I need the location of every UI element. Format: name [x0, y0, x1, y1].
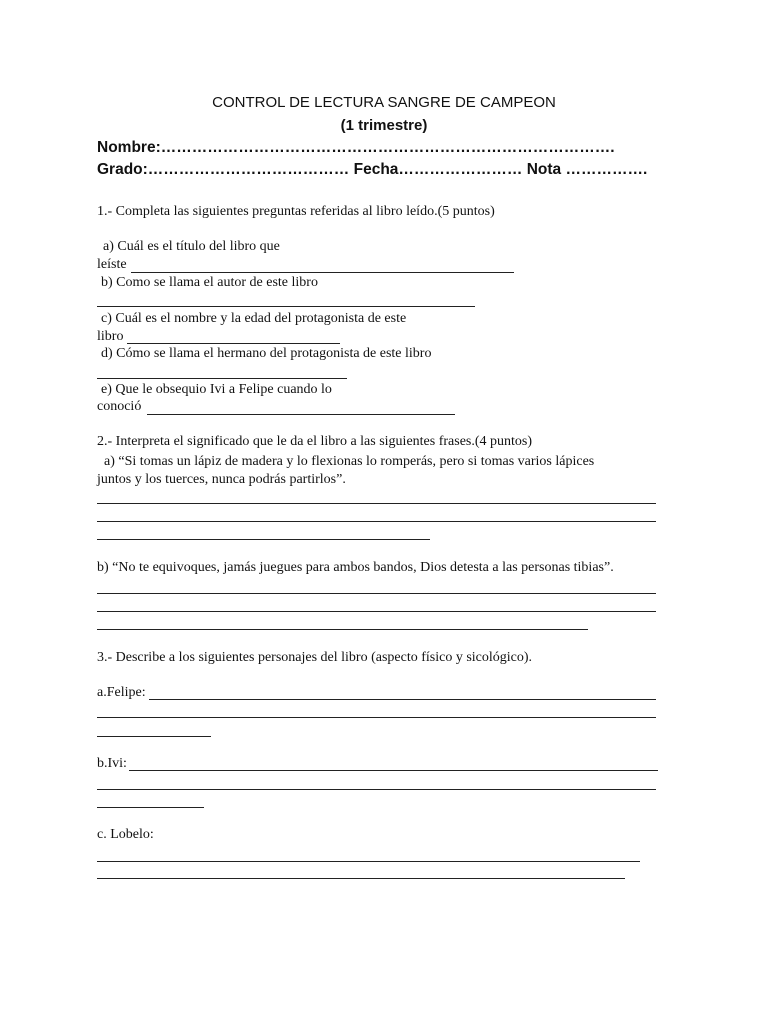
answer-line — [97, 378, 347, 379]
question-1c-cont: libro — [97, 329, 124, 344]
answer-line — [97, 539, 430, 540]
question-1e: e) Que le obsequio Ivi a Felipe cuando lo — [101, 382, 332, 397]
question-1e-cont: conoció — [97, 399, 142, 414]
answer-line — [97, 521, 656, 522]
question-1b: b) Como se llama el autor de este libro — [101, 275, 318, 290]
answer-line — [97, 611, 656, 612]
character-lobelo-label: c. Lobelo: — [97, 827, 154, 842]
answer-line — [149, 699, 656, 700]
answer-line — [97, 736, 211, 737]
answer-line — [97, 503, 656, 504]
phrase-2a-cont: juntos y los tuerces, nunca podrás partirlos”. — [97, 472, 346, 487]
answer-line — [131, 272, 514, 273]
answer-line — [97, 789, 656, 790]
answer-line — [97, 593, 656, 594]
character-ivi-label: b.Ivi: — [97, 756, 127, 771]
page-title: CONTROL DE LECTURA SANGRE DE CAMPEON — [212, 94, 556, 111]
question-1a: a) Cuál es el título del libro que — [103, 239, 280, 254]
nombre-field: Nombre:……………………………………………………………………………. — [97, 139, 615, 156]
grado-fecha-nota-field: Grado:………………………………… Fecha…………………… Nota ……………. — [97, 161, 648, 178]
answer-line — [97, 878, 625, 879]
phrase-2a: a) “Si tomas un lápiz de madera y lo flexionas lo romperás, pero si tomas varios lápices — [104, 454, 595, 469]
section2-heading: 2.- Interpreta el significado que le da el libro a las siguientes frases.(4 puntos) — [97, 434, 533, 449]
question-1d: d) Cómo se llama el hermano del protagonista de este libro — [101, 346, 432, 361]
answer-line — [97, 807, 204, 808]
answer-line — [97, 717, 656, 718]
section1-heading: 1.- Completa las siguientes preguntas referidas al libro leído.(5 puntos) — [97, 204, 495, 219]
question-1a-cont: leíste — [97, 257, 127, 272]
answer-line — [147, 414, 455, 415]
phrase-2b: b) “No te equivoques, jamás juegues para ambos bandos, Dios detesta a las personas tibias”. — [97, 560, 614, 575]
answer-line — [97, 306, 475, 307]
question-1c: c) Cuál es el nombre y la edad del protagonista de este — [101, 311, 407, 326]
page-subtitle: (1 trimestre) — [340, 117, 428, 134]
character-felipe-label: a.Felipe: — [97, 685, 146, 700]
answer-line — [127, 343, 340, 344]
answer-line — [129, 770, 658, 771]
section3-heading: 3.- Describe a los siguientes personajes del libro (aspecto físico y sicológico). — [97, 650, 533, 665]
answer-line — [97, 629, 588, 630]
answer-line — [97, 861, 640, 862]
